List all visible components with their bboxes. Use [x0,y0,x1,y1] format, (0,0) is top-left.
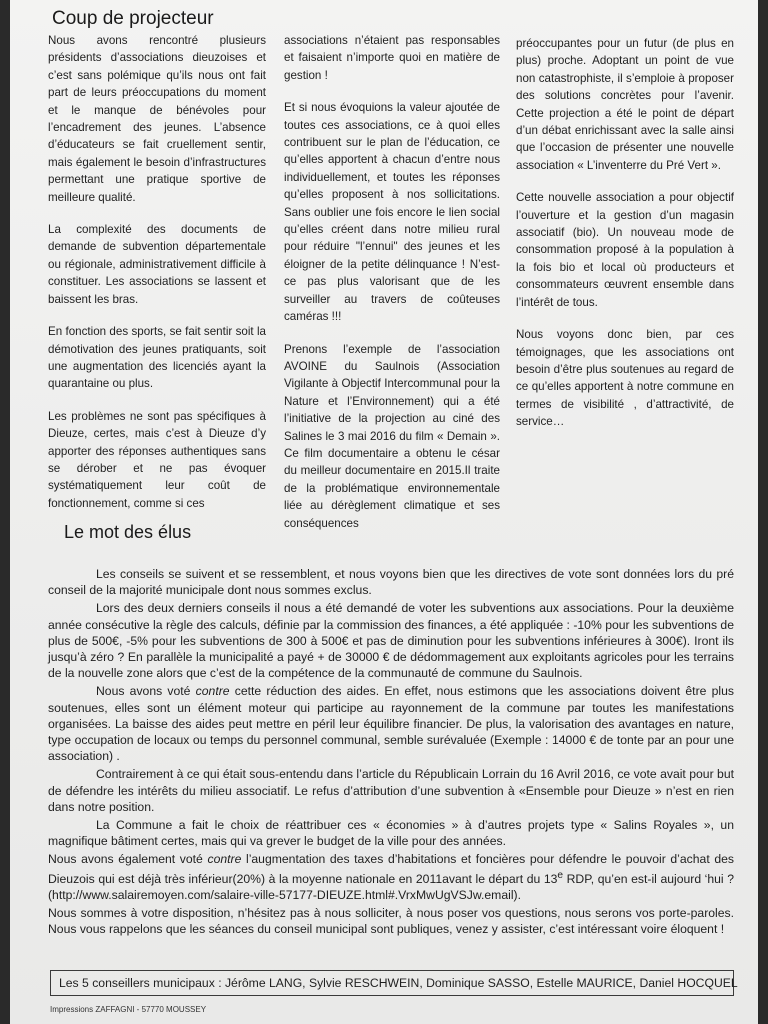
paragraph [48,851,734,903]
printer-footer: Impressions ZAFFAGNI - 57770 MOUSSEY [50,1005,207,1014]
emphasis: contre [207,852,242,867]
text-run: Nous avons voté [96,684,196,699]
paragraph: associations n’étaient pas responsables et faisaient n’importe quoi en matière de gestion ! [284,34,500,82]
section-title-coup-de-projecteur: Coup de projecteur [52,8,214,29]
paragraph: Contrairement à ce qui était sous-entendu dans l’article du Républicain Lorrain du 16 Avril 2016, ce vote avait pour but de défendre les intérêts du milieu associatif. Le refus d’attribution d’une subvention à «Ensemble pour Dieuze » n’est en rien dans notre position. [48,767,734,814]
paragraph: Nous sommes à votre disposition, n’hésitez pas à nous solliciter, à nous poser vos questions, nous serons vos porte-paroles. Nous vous rappelons que les séances du conseil municipal sont publiques, venez y assister, c’est intéressant voire éloquent ! [48,906,734,937]
column-2 [284,32,500,547]
paragraph: Les problèmes ne sont pas spécifiques à Dieuze, certes, mais c’est à Dieuze d’y apporter des réponses authentiques sans se dérober et ne pas évoquer systématiquement leur coût de fonctionnement, comme si ces [48,409,266,510]
column-3 [516,35,734,446]
paragraph [48,683,734,764]
paragraph: Nous avons rencontré plusieurs présidents d’associations dieuzoises et c’est sans polémique qu’ils nous ont fait part de leurs préoccupations du moment et le manque de bénévoles pour l’encadrement des jeunes. L’absence d’éducateurs se fait cruellement sentir, mais également le besoin d’infrastructures permettant une pratique sportive de meilleure qualité. [48,34,266,204]
paragraph: Nous voyons donc bien, par ces témoignages, que les associations ont besoin d’être plus soutenues au regard de ce qu’elles apportent à notre commune en termes de visibilité , d’attractivité, de service… [516,328,734,429]
text-run: Nous avons également voté [48,852,208,867]
section-title-le-mot-des-elus: Le mot des élus [64,522,192,542]
paragraph: Les conseils se suivent et se ressemblent, et nous voyons bien que les directives de vote sont données lors du pré conseil de la majorité municipale dont nous sommes exclus. [48,567,734,598]
paragraph: La complexité des documents de demande de subvention départementale ou régionale, administrativement difficile à constituer. Les associations se lassent et baissent les bras. [48,223,266,306]
text-run: l’augmentation des taxes d’habitations et foncières pour défendre le pouvoir d’achat des Dieuzois qui est déjà très inférieur(20%) à la moyenne nationale en 2011avant le départ du 13 [48,852,734,886]
text-run: cette réduction des aides. En effet, nous estimons que les associations doivent être plus soutenues, elles sont un élément moteur qui participe au rayonnement de la commune par toutes les manifestations organisées. La baisse des aides peut mettre en péril leur équilibre financier. De plus, la valorisation des avantages en nature, type occupation de locaux ou temps du personnel communal, semble surévaluée (Exemple : 14000 € de tonte par an pour une association) . [48,684,734,764]
newsletter-page [10,0,758,1024]
text-run: RDP, qu’en est-il aujourd ‘hui ? (http://www.salairemoyen.com/salaire-ville-57177-DIEUZE.html#.VrxMwUgVSJw.email). [48,871,734,902]
column-1 [48,32,266,527]
paragraph: préoccupantes pour un futur (de plus en plus) proche. Adoptant un point de vue non catastrophiste, il s’emploie à proposer des solutions concrètes pour l’avenir. Cette projection a été le point de départ d’un débat enrichissant avec la salle ainsi que l’occasion de présenter une nouvelle association « L’inventerre du Pré Vert ». [516,37,734,172]
paragraph: En fonction des sports, se fait sentir soit la démotivation des jeunes pratiquants, soit une augmentation des licenciés ayant la quarantaine ou plus. [48,325,266,391]
paragraph: La Commune a fait le choix de réattribuer ces « économies » à d’autres projets type « Salins Royales », un magnifique bâtiment certes, mais qui va grever le budget de la ville pour des années. [48,818,734,849]
paragraph: Prenons l’exemple de l’association AVOINE du Saulnois (Association Vigilante à Objectif Intercommunal pour la Nature et l’Environnement) qui a été l’initiative de la projection au ciné des Salines le 3 mai 2016 du film « Demain ». Ce film documentaire a obtenu le césar du meilleur documentaire en 2015.Il traite de la problématique environnementale liée au dérèglement climatique et ses conséquences [284,342,500,530]
paragraph: Cette nouvelle association a pour objectif l’ouverture et la gestion d’un magasin associatif (bio). Un nouveau mode de consommation proposé à la population à la fois bio et local où producteurs et consommateurs œuvrent ensemble dans l’intérêt de tous. [516,191,734,309]
signature-box: Les 5 conseillers municipaux : Jérôme LANG, Sylvie RESCHWEIN, Dominique SASSO, Estelle MAURICE, Daniel HOCQUEL [50,970,734,996]
paragraph: Lors des deux derniers conseils il nous a été demandé de voter les subventions aux associations. Pour la deuxième année consécutive la règle des calculs, définie par la commission des finances, a été appliquée : -10% pour les subventions de plus de 500€, -5% pour les subventions de 300 à 500€ et pas de diminution pour les subventions inférieures à 300€). Iront ils jusqu’à zéro ? En parallèle la municipalité a payé + de 30000 € de dédommagement aux exploitants agricoles pour les terrains de la nouvelle zone alors que c’est de la compétence de la communauté de commune du Saulnois. [48,601,734,681]
elus-body [48,566,734,940]
superscript: e [557,869,564,881]
paragraph: Et si nous évoquions la valeur ajoutée de toutes ces associations, ce à quoi elles contribuent sur le plan de l’éducation, ce qu’elles apportent à chacun d’entre nous individuellement, et toutes les réponses qu’elles proposent à nos sollicitations. Sans oublier une fois encore le lien social qu’elles créent dans notre milieu rural pour réduire "l’ennui" des jeunes et les éloigner de la petite délinquance ! N’est-ce pas plus valorisant que de les surveiller au travers de coûteuses caméras !!! [284,101,500,324]
emphasis: contre [195,684,230,699]
